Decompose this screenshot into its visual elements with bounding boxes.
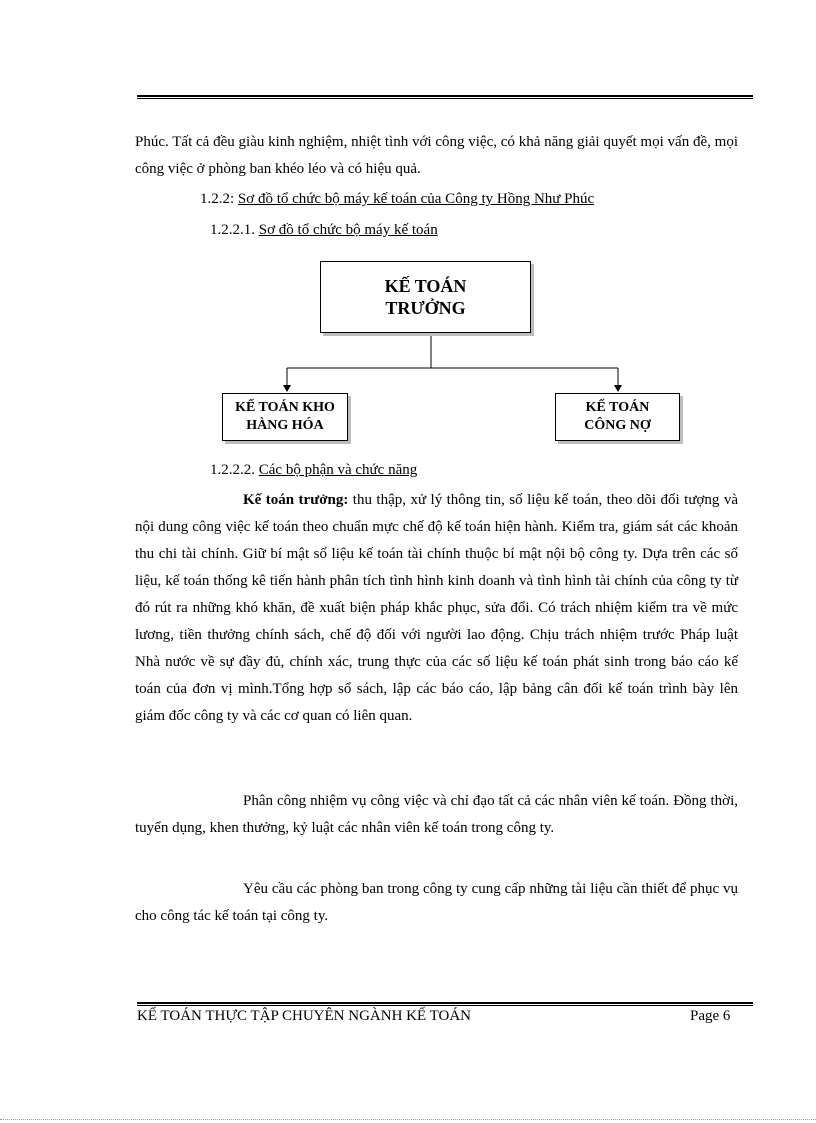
chief-accountant-body: thu thập, xử lý thông tin, số liệu kế toán, theo dõi đối tượng và nội dung công việc kế toán theo chuẩn mực chế độ kế toán hiện hành. Kiểm tra, giám sát các khoản thu chi tài chính. Giữ bí mật số liệu kế toán tài chính thuộc bí mật nội bộ công ty. Dựa trên các số liệu, kế toán thống kê tiến hành phân tích tình hình kinh doanh và tình hình tài chính của công ty từ đó rút ra những khó khăn, đề xuất biện pháp khắc phục, sửa đổi. Có trách nhiệm kiểm tra về mức lương, tiền thưởng chính sách, chế độ đối với người lao động. Chịu trách nhiệm trước Pháp luật Nhà nước về sự đầy đủ, chính xác, trung thực của các số liệu kế toán phát sinh trong báo cáo kế toán của đơn vị mình.Tổng hợp sổ sách, lập các báo cáo, lập bảng cân đối kế toán trình bày lên giám đốc công ty và các cơ quan có liên quan. — [135, 492, 738, 724]
box-label-line2: HÀNG HÓA — [246, 418, 324, 433]
box-label-line2: TRƯỞNG — [385, 298, 466, 318]
section-heading-1-2-2-2 — [210, 462, 417, 479]
arrow-left-icon — [283, 385, 291, 392]
chief-accountant-label: Kế toán trưởng: — [243, 492, 349, 508]
page-edge-divider — [0, 1119, 816, 1120]
org-chart-connectors — [0, 0, 816, 460]
box-label-line1: KẾ TOÁN — [384, 276, 467, 296]
intro-paragraph: Phúc. Tất cả đều giàu kinh nghiệm, nhiệt tình với công việc, có khả năng giải quyết mọi vấn đề, mọi công việc ở phòng ban khéo léo và có hiệu quả. — [135, 134, 738, 177]
section-number: 1.2.2.1. — [210, 222, 255, 238]
request-paragraph: Yêu cầu các phòng ban trong công ty cung cấp những tài liệu cần thiết để phục vụ cho công tác kế toán tại công ty. — [135, 881, 738, 924]
box-label-line1: KẾ TOÁN KHO — [235, 400, 335, 415]
box-label-line2: CÔNG NỢ — [584, 418, 651, 433]
arrow-right-icon — [614, 385, 622, 392]
footer-title: KẾ TOÁN THỰC TẬP CHUYÊN NGÀNH KẾ TOÁN — [137, 1008, 472, 1024]
section-number: 1.2.2.2. — [210, 462, 255, 478]
section-number: 1.2.2: — [200, 191, 235, 207]
chief-accountant-box — [320, 261, 531, 333]
page-number: Page 6 — [690, 1008, 731, 1024]
assignment-paragraph: Phân công nhiệm vụ công việc và chỉ đạo tất cả các nhân viên kế toán. Đồng thời, tuyển dụng, khen thưởng, kỷ luật các nhân viên kế toán trong công ty. — [135, 793, 738, 836]
section-title: Sơ đồ tổ chức bộ máy kế toán của Công ty Hồng Như Phúc — [237, 191, 595, 207]
section-title: Sơ đồ tổ chức bộ máy kế toán — [258, 222, 438, 238]
section-title: Các bộ phận và chức năng — [258, 462, 418, 478]
footer-rule — [137, 1002, 753, 1006]
inventory-accountant-box — [222, 393, 348, 441]
debt-accountant-box — [555, 393, 680, 441]
chief-accountant-paragraph — [135, 487, 738, 730]
box-label-line1: KẾ TOÁN — [585, 400, 650, 415]
